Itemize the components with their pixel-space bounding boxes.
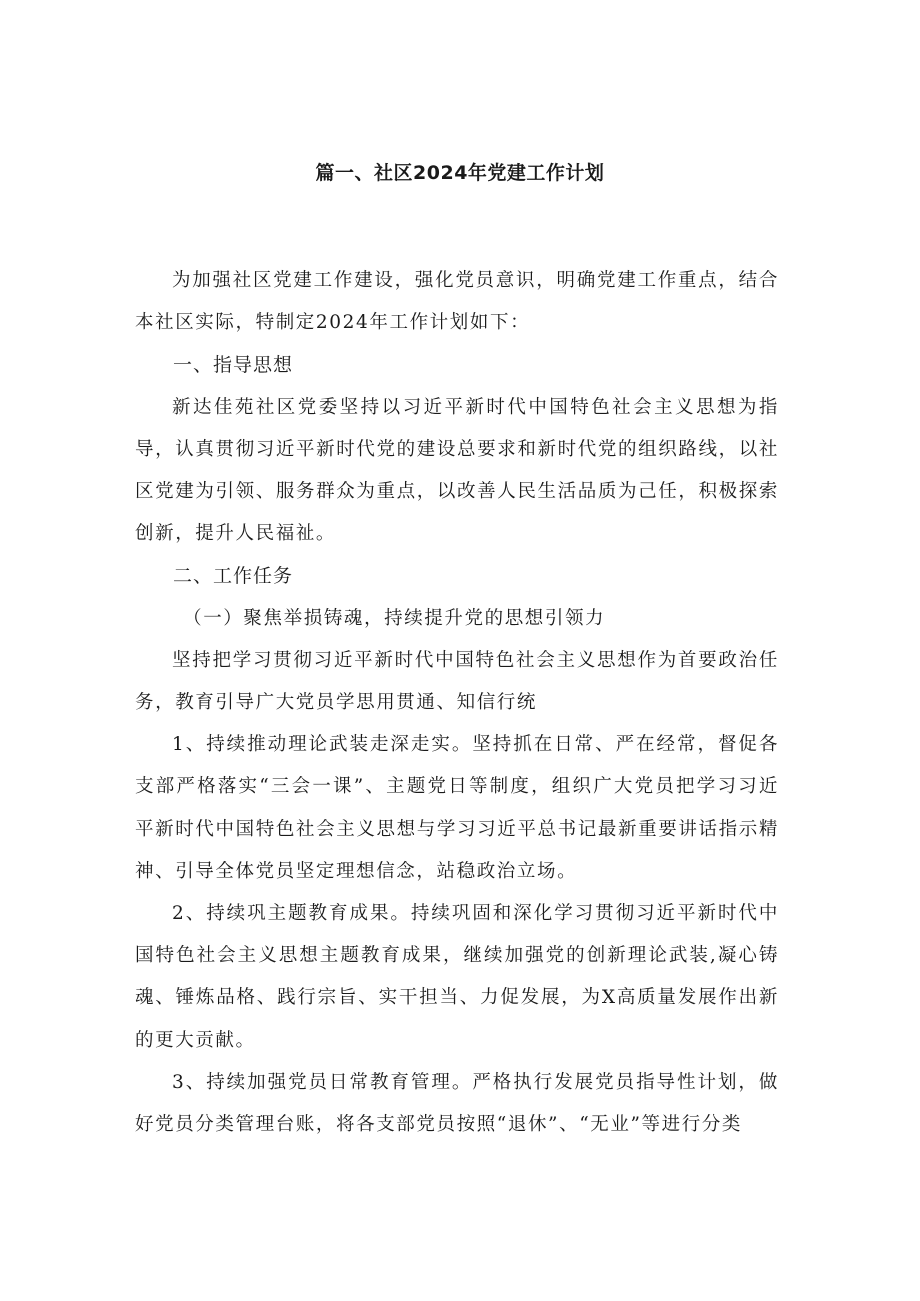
section-heading-guiding-ideology: 一、指导思想 <box>173 354 294 377</box>
task-item-3: 3、持续加强党员日常教育管理。严格执行发展党员指导性计划，做好党员分类管理台账，将各支部党员按照“退休”、“无业”等进行分类 <box>135 1071 779 1136</box>
guiding-ideology-paragraph: 新达佳苑社区党委坚持以习近平新时代中国特色社会主义思想为指导，认真贯彻习近平新时代党的建设总要求和新时代党的组织路线，以社区党建为引领、服务群众为重点，以改善人民生活品质为己任，积极探索创新，提升人民福祉。 <box>135 396 779 545</box>
document-body <box>135 260 779 1146</box>
subsection-heading-1: （一）聚焦举损铸魂，持续提升党的思想引领力 <box>183 607 606 629</box>
task-item-1: 1、持续推动理论武装走深走实。坚持抓在日常、严在经常，督促各支部严格落实“三会一课”、主题党日等制度，组织广大党员把学习习近平新时代中国特色社会主义思想与学习习近平总书记最新重要讲话指示精神、引导全体党员坚定理想信念，站稳政治立场。 <box>135 734 779 882</box>
intro-paragraph: 为加强社区党建工作建设，强化党员意识，明确党建工作重点，结合本社区实际，特制定2024年工作计划如下： <box>135 270 779 334</box>
work-tasks-paragraph: 坚持把学习贯彻习近平新时代中国特色社会主义思想作为首要政治任务，教育引导广大党员学思用贯通、知信行统 <box>135 649 779 714</box>
section-heading-work-tasks: 二、工作任务 <box>173 565 294 588</box>
document-title: 篇一、社区2024年党建工作计划 <box>315 162 605 184</box>
task-item-2: 2、持续巩主题教育成果。持续巩固和深化学习贯彻习近平新时代中国特色社会主义思想主题教育成果，继续加强党的创新理论武装,凝心铸魂、锤炼品格、践行宗旨、实干担当、力促发展，为X高质量发展作出新的更大贡献。 <box>135 903 779 1051</box>
